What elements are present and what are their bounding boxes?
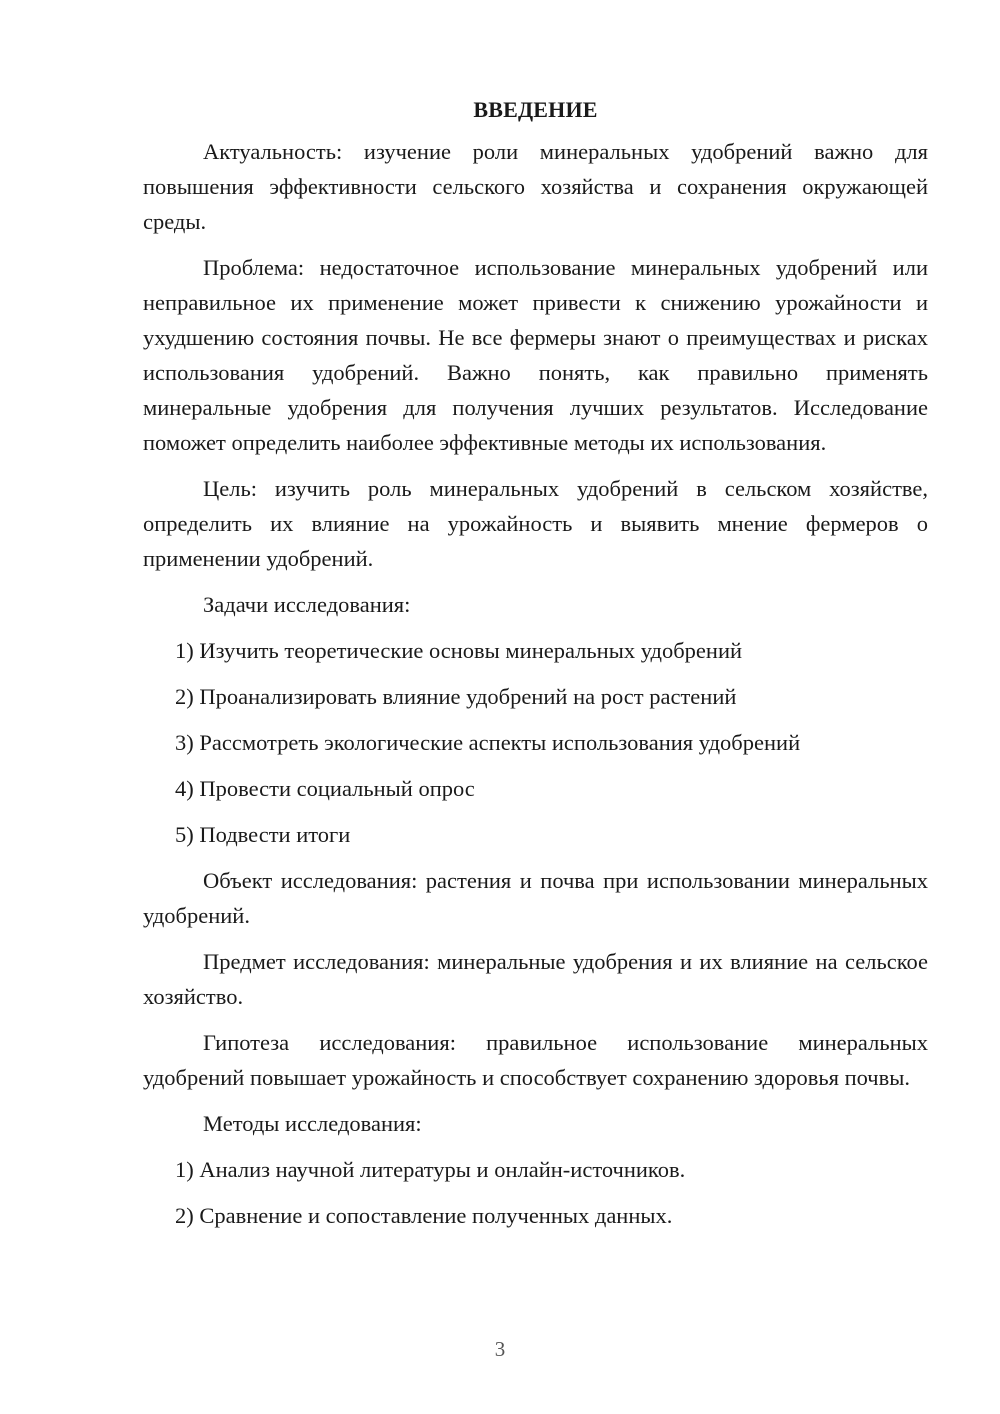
list-item: 2) Проанализировать влияние удобрений на рост растений	[175, 684, 737, 709]
problem-paragraph: Проблема: недостаточное использование минеральных удобрений или неправильное их применение может привести к снижению урожайности и ухудшению состояния почвы. Не все фермеры знают о преимуществах и рисках использования удобрений. Важно понять, как правильно применять минеральные удобрения для получения лучших результатов. Исследование поможет определить наиболее эффективные методы их использования.	[143, 255, 928, 455]
object-paragraph: Объект исследования: растения и почва при использовании минеральных удобрений.	[143, 868, 928, 928]
subject-paragraph: Предмет исследования: минеральные удобрения и их влияние на сельское хозяйство.	[143, 949, 928, 1009]
section-heading: ВВЕДЕНИЕ	[473, 97, 598, 122]
list-item: 1) Изучить теоретические основы минеральных удобрений	[175, 638, 743, 663]
page-number: 3	[494, 1337, 506, 1361]
methods-list	[143, 1152, 928, 1233]
tasks-label: Задачи исследования:	[203, 592, 411, 617]
list-item: 3) Рассмотреть экологические аспекты использования удобрений	[175, 730, 801, 755]
hypothesis-paragraph: Гипотеза исследования: правильное использование минеральных удобрений повышает урожайность и способствует сохранению здоровья почвы.	[143, 1030, 928, 1090]
list-item: 4) Провести социальный опрос	[175, 776, 475, 801]
relevance-paragraph: Актуальность: изучение роли минеральных удобрений важно для повышения эффективности сельского хозяйства и сохранения окружающей среды.	[143, 139, 928, 234]
list-item: 5) Подвести итоги	[175, 822, 351, 847]
methods-label: Методы исследования:	[203, 1111, 422, 1136]
list-item: 2) Сравнение и сопоставление полученных данных.	[175, 1203, 673, 1228]
list-item: 1) Анализ научной литературы и онлайн-источников.	[175, 1157, 686, 1182]
goal-paragraph: Цель: изучить роль минеральных удобрений в сельском хозяйстве, определить их влияние на урожайность и выявить мнение фермеров о применении удобрений.	[143, 476, 928, 571]
tasks-list	[143, 633, 928, 852]
document-page	[143, 94, 928, 1244]
